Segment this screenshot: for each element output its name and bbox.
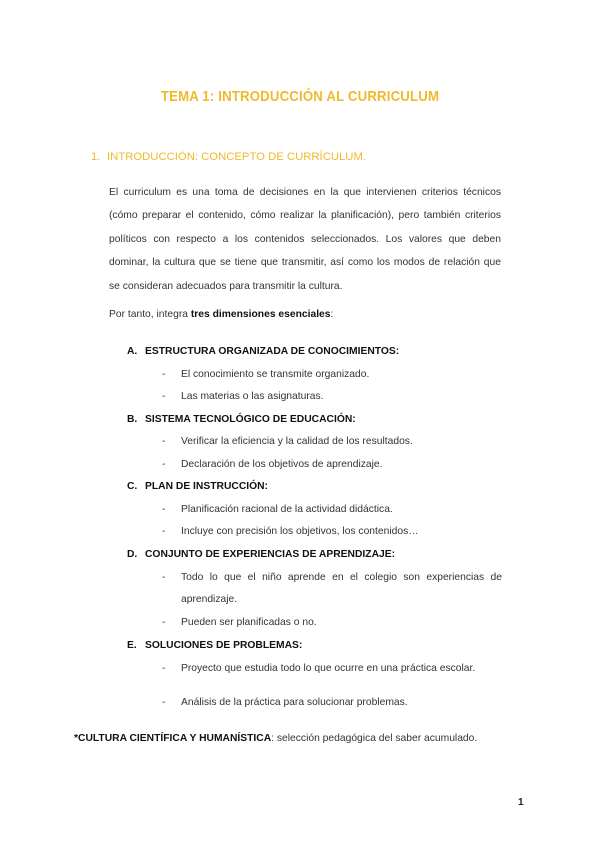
heading-text: INTRODUCCIÓN: CONCEPTO DE CURRÍCULUM. [107,151,367,163]
list-item [162,431,502,453]
page-title: TEMA 1: INTRODUCCIÓN AL CURRICULUM [160,88,440,105]
list-item [162,521,502,543]
dimension-letter: C. [127,481,138,492]
list-item-text: Planificación racional de la actividad didáctica. [181,504,393,515]
list-item-text: Declaración de los objetivos de aprendizaje. [181,459,383,470]
list-item-text: El conocimiento se transmite organizado. [181,369,370,380]
footnote-text: : selección pedagógica del saber acumulado. [271,733,478,744]
list-item-text: Verificar la eficiencia y la calidad de los resultados. [181,436,413,447]
list-item-text: Las materias o las asignaturas. [181,391,324,402]
dash-bullet: - [162,459,166,470]
dash-bullet: - [162,369,166,380]
dimension-letter: D. [127,549,138,560]
footnote-bold: *CULTURA CIENTÍFICA Y HUMANÍSTICA [74,733,272,744]
dimension-heading-a [127,346,399,357]
body-paragraph: El curriculum es una toma de decisiones en la que intervienen criterios técnicos (cómo preparar el contenido, cómo realizar la planificación), pero también criterios políticos con respecto a los contenidos seleccionados. Los valores que deben dominar, la cultura que se tiene que transmitir, así como los modos de relación que se consideran adecuados para transmitir la cultura. [109,187,501,292]
list-item [162,692,502,714]
heading-number: 1. [91,151,101,163]
list-item-text: Incluye con precisión los objetivos, los contenidos… [181,526,419,537]
dash-bullet: - [162,436,166,447]
dimension-heading-e [127,640,302,651]
dimension-heading-b [127,414,356,425]
list-item-text: Pueden ser planificadas o no. [181,617,317,628]
page-number: 1 [518,797,524,808]
intro-line [109,309,333,320]
dimension-letter: A. [127,346,138,357]
dash-bullet: - [162,504,166,515]
dash-bullet: - [162,526,166,537]
dimension-title: SISTEMA TECNOLÓGICO DE EDUCACIÓN: [145,414,356,425]
list-item-text: Análisis de la práctica para solucionar problemas. [181,697,408,708]
dash-bullet: - [162,697,166,708]
intro-text: Por tanto, integra [109,309,191,320]
dimension-letter: E. [127,640,137,651]
list-item [162,499,502,521]
dimension-title: CONJUNTO DE EXPERIENCIAS DE APRENDIZAJE: [145,549,396,560]
dash-bullet: - [162,663,166,674]
list-item [162,612,502,634]
dimension-title: ESTRUCTURA ORGANIZADA DE CONOCIMIENTOS: [145,346,400,357]
list-item [162,364,502,386]
dash-bullet: - [162,617,166,628]
intro-bold: tres dimensiones esenciales [190,309,331,320]
list-item-text: Todo lo que el niño aprende en el colegio son experiencias de aprendizaje. [181,572,502,605]
dimension-title: PLAN DE INSTRUCCIÓN: [145,481,268,492]
list-item [162,386,502,408]
section-heading [91,151,366,163]
dimension-letter: B. [127,414,138,425]
list-item [162,567,502,611]
dash-bullet: - [162,391,166,402]
list-item [162,454,502,476]
intro-colon: : [330,309,334,320]
dimension-heading-c [127,481,268,492]
footnote [74,733,477,744]
list-item-text: Proyecto que estudia todo lo que ocurre en una práctica escolar. [181,663,476,674]
list-item [162,658,502,680]
dimension-heading-d [127,549,395,560]
dimension-title: SOLUCIONES DE PROBLEMAS: [145,640,303,651]
dash-bullet: - [162,572,166,583]
